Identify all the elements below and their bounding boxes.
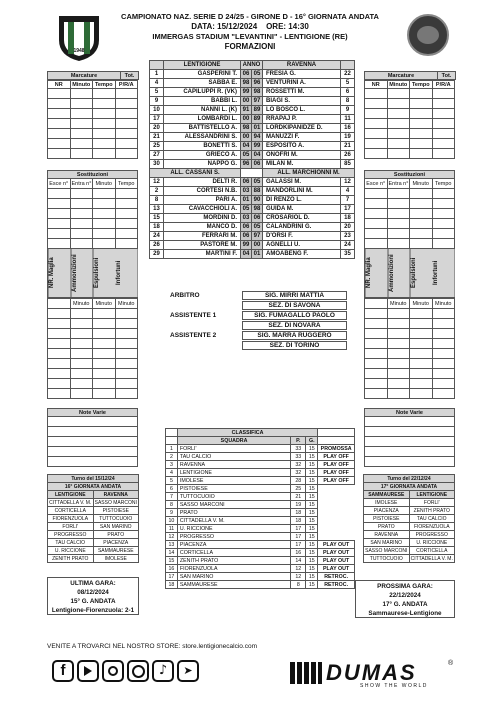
standings-row: 18 SAMMAURESE 8 15 RETROC. xyxy=(166,581,355,589)
last-game-box: ULTIMA GARA: 08/12/2024 15° G. ANDATA Lentigione-Fiorenzuola: 2-1 xyxy=(47,577,139,615)
away-team-name: RAVENNA xyxy=(263,61,341,70)
home-player: MARTINI F. xyxy=(164,250,241,259)
away-player: RRAPAJ P. xyxy=(263,115,341,124)
home-player: NAPPO G. xyxy=(164,160,241,169)
next-game-box: PROSSIMA GARA: 22/12/2024 17° G. ANDATA Sammaurese-Lentigione xyxy=(355,580,455,618)
home-player: BATTISTELLO A. xyxy=(164,124,241,133)
telegram-icon[interactable]: ➤ xyxy=(177,660,199,682)
away-number: 12 xyxy=(341,178,355,187)
standings-row: 7 TUTTOCUOIO 21 15 xyxy=(166,493,355,501)
away-number: 19 xyxy=(341,133,355,142)
home-year: 03 xyxy=(241,214,252,223)
home-year: 03 xyxy=(241,187,252,196)
away-year: 01 xyxy=(252,250,263,259)
away-player: LORDKIPANIDZE D. xyxy=(263,124,341,133)
standings-row: 9 PRATO 18 15 xyxy=(166,509,355,517)
right-marcature-table: Marcature Tot. xyxy=(364,71,456,80)
sub-row xyxy=(150,250,355,259)
away-player: D'ORSI F. xyxy=(263,232,341,241)
away-number: 20 xyxy=(341,223,355,232)
fixture-row: PIACENZA ZENITH PRATO xyxy=(364,507,455,515)
starter-row xyxy=(150,160,355,169)
away-number: 6 xyxy=(341,88,355,97)
away-player: MANDORLINI M. xyxy=(263,187,341,196)
home-year: 99 xyxy=(241,241,252,250)
home-number: 30 xyxy=(150,160,164,169)
starter-row xyxy=(150,115,355,124)
home-year: 00 xyxy=(241,97,252,106)
away-number: 18 xyxy=(341,214,355,223)
fixture-row: FIORENZUOLA TUTTOCUOIO xyxy=(48,515,139,523)
home-number: 5 xyxy=(150,88,164,97)
home-year: 96 xyxy=(241,160,252,169)
away-year: 89 xyxy=(252,115,263,124)
away-year: 06 xyxy=(252,160,263,169)
home-player: GRIECO A. xyxy=(164,151,241,160)
standings-row: 2 TAU CALCIO 33 15 PLAY OFF xyxy=(166,453,355,461)
away-number: 8 xyxy=(341,97,355,106)
away-year: 96 xyxy=(252,79,263,88)
home-year: 98 xyxy=(241,79,252,88)
home-year: 91 xyxy=(241,106,252,115)
home-number: 4 xyxy=(150,79,164,88)
home-player: CAPILUPPI R. (VK) xyxy=(164,88,241,97)
home-player: PARI A. xyxy=(164,196,241,205)
lentigione-logo xyxy=(55,10,103,62)
official-row: ASSISTENTE 2 SIG. MARRA RUGGERO xyxy=(170,330,350,340)
away-number: 85 xyxy=(341,160,355,169)
header-championship: CAMPIONATO NAZ. SERIE D 24/25 - GIRONE D - 16° GIORNATA ANDATA xyxy=(121,12,379,21)
fixture-row: ZENITH PRATO IMOLESE xyxy=(48,555,139,563)
home-number: 20 xyxy=(150,124,164,133)
away-player: BIAGI S. xyxy=(263,97,341,106)
away-year: 01 xyxy=(252,124,263,133)
sub-row xyxy=(150,178,355,187)
home-number: 10 xyxy=(150,106,164,115)
standings-row: 6 PISTOIESE 25 15 xyxy=(166,485,355,493)
away-year: 04 xyxy=(252,151,263,160)
left-sostituzioni-table[interactable]: Sostituzioni Esce n° Entra n° Minuto Tempo xyxy=(47,170,138,249)
home-number: 12 xyxy=(150,178,164,187)
standings-row: 16 FIORENZUOLA 12 15 PLAY OUT xyxy=(166,565,355,573)
logo-year: 1948 xyxy=(73,48,85,54)
away-number: 11 xyxy=(341,115,355,124)
home-player: ALESSANDRINI S. xyxy=(164,133,241,142)
lineup-table xyxy=(149,60,355,259)
sponsor-logo: DUMAS ® SHOW THE WORLD xyxy=(290,660,455,692)
sostituzioni-title: Sostituzioni xyxy=(48,171,138,179)
home-player: PASTORE M. xyxy=(164,241,241,250)
home-year: 99 xyxy=(241,88,252,97)
away-year: 98 xyxy=(252,205,263,214)
home-year: 06 xyxy=(241,223,252,232)
starter-row xyxy=(150,70,355,79)
away-year: 05 xyxy=(252,178,263,187)
home-number: 29 xyxy=(150,250,164,259)
right-marcature-grid[interactable]: NR Minuto Tempo P/R/A xyxy=(364,80,455,159)
home-number: 8 xyxy=(150,196,164,205)
standings-row: 11 U. RICCIONE 17 15 xyxy=(166,525,355,533)
tiktok-icon[interactable]: ♪ xyxy=(152,660,174,682)
standings-row: 15 ZENITH PRATO 14 15 PLAY OUT xyxy=(166,557,355,565)
away-number: 24 xyxy=(341,241,355,250)
sub-row xyxy=(150,187,355,196)
away-year: 89 xyxy=(252,106,263,115)
standings-title: CLASSIFICA xyxy=(177,429,317,437)
home-number: 24 xyxy=(150,232,164,241)
away-player: FRESIA G. xyxy=(263,70,341,79)
standings-row: 1 FORLI' 33 15 PROMOSSA xyxy=(166,445,355,453)
home-number: 15 xyxy=(150,214,164,223)
away-number: 21 xyxy=(341,142,355,151)
fixture-row: PRATO FIORENZUOLA xyxy=(364,523,455,531)
home-year: 06 xyxy=(241,232,252,241)
away-year: 97 xyxy=(252,232,263,241)
home-number: 1 xyxy=(150,70,164,79)
away-year: 94 xyxy=(252,133,263,142)
home-year: 05 xyxy=(241,205,252,214)
starter-row xyxy=(150,106,355,115)
away-player: MILAN M. xyxy=(263,160,341,169)
away-number: 23 xyxy=(341,232,355,241)
home-player: NANNI L. (K) xyxy=(164,106,241,115)
home-year: 98 xyxy=(241,124,252,133)
left-note-table[interactable] xyxy=(47,408,138,467)
standings-table: CLASSIFICA SQUADRA P. G. 1 FORLI' 33 15 PROMOSSA 2 TAU CALCIO 33 15 PLAY OFF 3 RAVENNA 32 15 PLAY OFF 4 LENTIGIONE 32 15 PLAY OFF 5 IMOLESE 28 15 PLAY OFF 6 PISTOIESE 25 15 7 TUTTOCUOIO 21 15 8 SASSO MARCONI 19 15 9 PRATO 18 15 10 CITTADELLA V. M. 18 15 11 U. RICCIONE 17 15 12 PROGRESSO 17 15 13 PIACENZA 17 15 PLAY OUT 14 CORTICELLA 16 15 PLAY OUT 15 ZENITH PRATO 14 15 PLAY OUT 16 FIORENZUOLA 12 15 PLAY OUT 17 SAN MARINO 12 15 RETROC. 18 SAMMAURESE 8 15 RETROC. xyxy=(165,428,355,589)
away-player: CALANDRINI G. xyxy=(263,223,341,232)
fixture-row: U. RICCIONE SAMMAURESE xyxy=(48,547,139,555)
away-number: 35 xyxy=(341,250,355,259)
away-number: 17 xyxy=(341,205,355,214)
standings-row: 4 LENTIGIONE 32 15 PLAY OFF xyxy=(166,469,355,477)
home-number: 18 xyxy=(150,223,164,232)
official-row: ARBITRO SIG. MIRRI MATTIA xyxy=(170,290,350,300)
away-player: LO BOSCO L. xyxy=(263,106,341,115)
away-player: AGNELLI U. xyxy=(263,241,341,250)
right-discipline-header: NR. Maglia Ammonizioni Espulsioni Infortuni xyxy=(364,248,455,298)
away-player: GUIDA M. xyxy=(263,205,341,214)
home-number: 2 xyxy=(150,187,164,196)
home-player: FERRARI M. xyxy=(164,232,241,241)
fixture-row: TAU CALCIO PIACENZA xyxy=(48,539,139,547)
away-number: 22 xyxy=(341,70,355,79)
marcature-title: Marcature xyxy=(48,72,121,80)
youtube-icon[interactable] xyxy=(77,660,99,682)
whatsapp-icon[interactable] xyxy=(127,660,149,682)
home-number: 9 xyxy=(150,97,164,106)
right-discipline-grid[interactable]: Minuto Minuto Minuto xyxy=(364,298,455,399)
home-player: CAVACCHIOLI A. xyxy=(164,205,241,214)
away-year: 97 xyxy=(252,97,263,106)
left-marcature-table xyxy=(47,71,139,80)
home-year: 06 xyxy=(241,178,252,187)
sub-row xyxy=(150,196,355,205)
home-year: 00 xyxy=(241,115,252,124)
opponent-logo xyxy=(407,14,449,56)
away-number: 16 xyxy=(341,124,355,133)
home-player: LOMBARDI L. xyxy=(164,115,241,124)
away-year: 88 xyxy=(252,187,263,196)
away-player: GALASSI M. xyxy=(263,178,341,187)
fixture-row: SAN MARINO U. RICCIONE xyxy=(364,539,455,547)
instagram-icon[interactable] xyxy=(102,660,124,682)
social-icons xyxy=(52,660,199,682)
sub-row xyxy=(150,205,355,214)
home-player: CORTESI N.B. xyxy=(164,187,241,196)
sub-row xyxy=(150,241,355,250)
official-row: ASSISTENTE 1 SIG. FUMAGALLO PAOLO xyxy=(170,310,350,320)
home-number: 13 xyxy=(150,205,164,214)
home-year: 00 xyxy=(241,133,252,142)
starter-row xyxy=(150,151,355,160)
home-number: 27 xyxy=(150,151,164,160)
away-player: AMOABENG F. xyxy=(263,250,341,259)
left-discipline-header: NR. Maglia Ammonizioni Espulsioni Infortuni xyxy=(47,248,138,298)
sub-row xyxy=(150,214,355,223)
sponsor-name: DUMAS xyxy=(326,660,417,685)
right-fixtures-table: Turno del 22/12/24 17° GIORNATA ANDATA SAMMAURESE LENTIGIONE IMOLESE FORLI' PIACENZA ZENITH PRATO PISTOIESE TAU CALCIO PRATO FIORENZUOLA RAVENNA PROGRESSO SAN MARINO U. RICCIONE SASSO MARCONI CORTICELLA TUTTOCUOIO CITTADELLA V. M. xyxy=(365,475,453,562)
sub-row xyxy=(150,232,355,241)
away-number: 9 xyxy=(341,106,355,115)
home-player: BABBI L. xyxy=(164,97,241,106)
store-link[interactable]: VENITE A TROVARCI NEL NOSTRO STORE: store.lentigionecalcio.com xyxy=(47,643,257,650)
away-number: 4 xyxy=(341,187,355,196)
home-team-name: LENTIGIONE xyxy=(164,61,241,70)
left-marcature-grid[interactable]: NR Minuto Tempo P/R/A xyxy=(47,80,138,159)
away-year: 90 xyxy=(252,196,263,205)
standings-row: 17 SAN MARINO 12 15 RETROC. xyxy=(166,573,355,581)
away-player: ONOFRI M. xyxy=(263,151,341,160)
standings-row: 13 PIACENZA 17 15 PLAY OUT xyxy=(166,541,355,549)
away-number: 5 xyxy=(341,79,355,88)
home-number: 17 xyxy=(150,115,164,124)
standings-row: 3 RAVENNA 32 15 PLAY OFF xyxy=(166,461,355,469)
away-coach: ALL. MARCHIONNI M. xyxy=(263,169,355,178)
fixture-row: RAVENNA PROGRESSO xyxy=(364,531,455,539)
starter-row xyxy=(150,133,355,142)
home-number: 26 xyxy=(150,241,164,250)
home-player: MORDINI D. xyxy=(164,214,241,223)
home-year: 04 xyxy=(241,250,252,259)
left-fixtures-table: Turno del 15/12/24 16° GIORNATA ANDATA LENTIGIONE RAVENNA CITTADELLA V. M. SASSO MARCONI CORTICELLA PISTOIESE FIORENZUOLA TUTTOCUOIO FORLI' SAN MARINO PROGRESSO PRATO TAU CALCIO PIACENZA U. RICCIONE SAMMAURESE ZENITH PRATO IMOLESE xyxy=(49,475,137,562)
fixture-row: CITTADELLA V. M. SASSO MARCONI xyxy=(49,499,137,506)
away-player: VENTURINI A. xyxy=(263,79,341,88)
home-coach: ALL. CASSANI S. xyxy=(150,169,241,178)
away-year: 05 xyxy=(252,70,263,79)
away-year: 00 xyxy=(252,241,263,250)
note-title: Note Varie xyxy=(48,409,138,417)
fixture-row: PISTOIESE TAU CALCIO xyxy=(364,515,455,523)
home-year: 01 xyxy=(241,196,252,205)
sponsor-tagline: SHOW THE WORLD xyxy=(360,683,428,689)
home-number: 25 xyxy=(150,142,164,151)
standings-row: 14 CORTICELLA 16 15 PLAY OUT xyxy=(166,549,355,557)
starter-row xyxy=(150,88,355,97)
home-year: 06 xyxy=(241,70,252,79)
standings-row: 8 SASSO MARCONI 19 15 xyxy=(166,501,355,509)
starter-row xyxy=(150,79,355,88)
home-number: 21 xyxy=(150,133,164,142)
home-player: MANCO D. xyxy=(164,223,241,232)
away-number: 7 xyxy=(341,196,355,205)
away-player: ROSSETTI M. xyxy=(263,88,341,97)
standings-row: 12 PROGRESSO 17 15 xyxy=(166,533,355,541)
left-discipline-grid[interactable]: Minuto Minuto Minuto xyxy=(47,298,138,399)
home-year: 05 xyxy=(241,151,252,160)
fixture-row: CORTICELLA PISTOIESE xyxy=(48,507,139,515)
home-player: BONETTI S. xyxy=(164,142,241,151)
away-player: ESPOSITO A. xyxy=(263,142,341,151)
header-formazioni: FORMAZIONI xyxy=(224,42,276,51)
away-number: 26 xyxy=(341,151,355,160)
fixture-row: PROGRESSO PRATO xyxy=(48,531,139,539)
officials-block: ARBITRO SIG. MIRRI MATTIA SEZ. DI SAVONA ASSISTENTE 1 SIG. FUMAGALLO PAOLO SEZ. DI NOVARA ASSISTENTE 2 SIG. MARRA RUGGERO SEZ. DI TORINO xyxy=(170,290,350,350)
home-player: DELTI R. xyxy=(164,178,241,187)
starter-row xyxy=(150,142,355,151)
home-player: SABBA E. xyxy=(164,79,241,88)
away-year: 06 xyxy=(252,214,263,223)
fixture-row: FORLI' SAN MARINO xyxy=(48,523,139,531)
tot-label: Tot. xyxy=(121,72,139,80)
anno-label: ANNO xyxy=(241,61,263,70)
header-stadium: IMMERGAS STADIUM "LEVANTINI" - LENTIGIONE (RE) xyxy=(152,32,348,41)
away-year: 05 xyxy=(252,223,263,232)
away-player: DI RENZO L. xyxy=(263,196,341,205)
away-player: CROSARIOL D. xyxy=(263,214,341,223)
home-year: 04 xyxy=(241,142,252,151)
fixture-row: SASSO MARCONI CORTICELLA xyxy=(364,547,455,555)
home-player: GASPERINI T. xyxy=(164,70,241,79)
right-sostituzioni-table[interactable]: Sostituzioni Esce n° Entra n° Minuto Tempo xyxy=(364,170,455,249)
starter-row xyxy=(150,124,355,133)
standings-row: 10 CITTADELLA V. M. 18 15 xyxy=(166,517,355,525)
away-player: MANUZZI F. xyxy=(263,133,341,142)
away-year: 98 xyxy=(252,88,263,97)
header-date: DATA: 15/12/2024 ORE: 14:30 xyxy=(191,22,309,31)
standings-row: 5 IMOLESE 28 15 PLAY OFF xyxy=(166,477,355,485)
sub-row xyxy=(150,223,355,232)
fixture-row: IMOLESE FORLI' xyxy=(364,499,455,507)
away-year: 99 xyxy=(252,142,263,151)
fixture-row: TUTTOCUOIO CITTADELLA V. M. xyxy=(364,555,455,563)
starter-row xyxy=(150,97,355,106)
facebook-icon[interactable]: f xyxy=(52,660,74,682)
right-note-table[interactable]: Note Varie xyxy=(364,408,455,467)
